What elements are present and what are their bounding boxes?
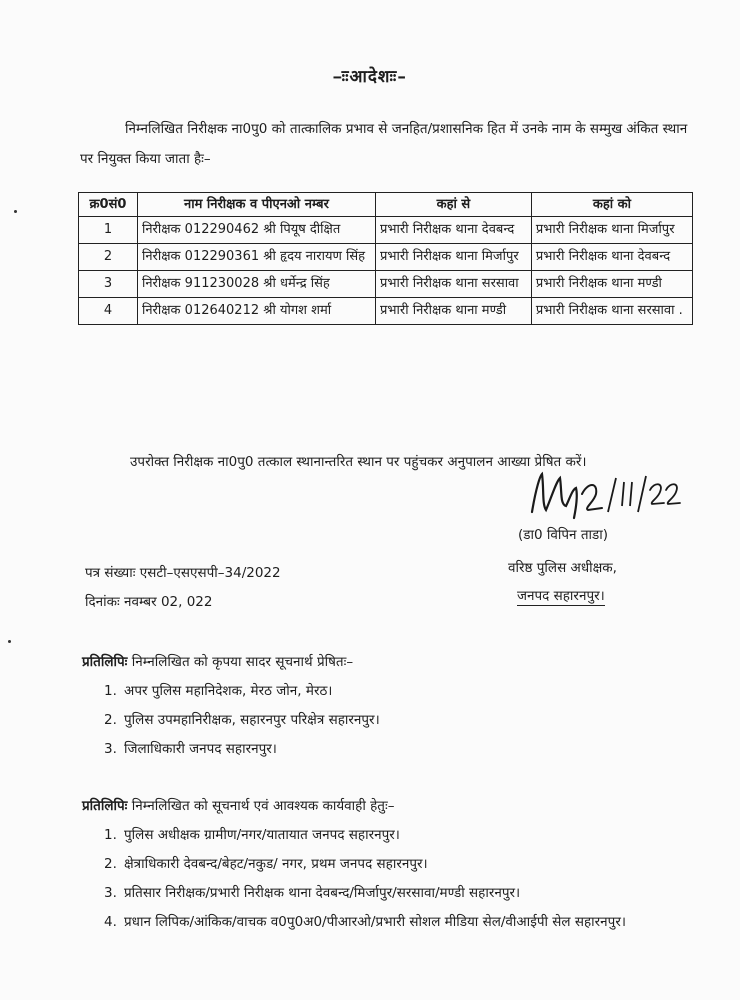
table-row xyxy=(79,217,693,244)
copy-1-list xyxy=(104,681,380,768)
header-sno: क्र0सं0 xyxy=(79,193,138,217)
cell-from: प्रभारी निरीक्षक थाना मण्डी xyxy=(375,298,531,325)
cell-to: प्रभारी निरीक्षक थाना मिर्जापुर xyxy=(531,217,692,244)
intro-text: निम्नलिखित निरीक्षक ना0पु0 को तात्कालिक प्रभाव से जनहित/प्रशासनिक हित में उनके नाम के सम्मुख अंकित स्थान पर नियुक्त किया जाता हैः– xyxy=(80,121,688,167)
compliance-note: उपरोक्त निरीक्षक ना0पु0 तत्काल स्थानान्तरित स्थान पर पहुंचकर अनुपालन आख्या प्रेषित करें। xyxy=(130,454,587,470)
list-item: 4. प्रधान लिपिक/आंकिक/वाचक व0पु0अ0/पीआरओ/प्रभारी सोशल मीडिया सेल/वीआईपी सेल सहारनपुर। xyxy=(104,914,626,930)
cell-sno: 2 xyxy=(79,244,138,271)
list-item: 3. जिलाधिकारी जनपद सहारनपुर। xyxy=(104,741,277,757)
list-item: 1. पुलिस अधीक्षक ग्रामीण/नगर/यातायात जनपद सहारनपुर। xyxy=(104,827,400,843)
cell-from: प्रभारी निरीक्षक थाना मिर्जापुर xyxy=(375,244,531,271)
cell-to: प्रभारी निरीक्षक थाना देवबन्द xyxy=(531,244,692,271)
letter-date: दिनांकः नवम्बर 02, 022 xyxy=(85,594,213,610)
officer-district: जनपद सहारनपुर। xyxy=(517,588,605,604)
copy-1-label: प्रतिलिपिः xyxy=(82,654,128,670)
copy-2-text: निम्नलिखित को सूचनार्थ एवं आवश्यक कार्यवाही हेतुः– xyxy=(131,798,395,814)
scan-speck xyxy=(8,640,11,643)
cell-name: निरीक्षक 012290361 श्री हृदय नारायण सिंह xyxy=(137,244,375,271)
cell-sno: 4 xyxy=(79,298,138,325)
transfer-table xyxy=(78,192,693,325)
scan-speck xyxy=(14,210,17,213)
cell-name: निरीक्षक 012640212 श्री योगश शर्मा xyxy=(137,298,375,325)
intro-paragraph xyxy=(80,114,695,174)
order-heading: –ःःआदेशःः– xyxy=(333,67,407,87)
copy-1-heading xyxy=(82,652,353,670)
header-name: नाम निरीक्षक व पीएनओ नम्बर xyxy=(137,193,375,217)
copy-2-list xyxy=(104,825,626,941)
cell-name: निरीक्षक 911230028 श्री धर्मेन्द्र सिंह xyxy=(137,271,375,298)
header-from: कहां से xyxy=(375,193,531,217)
cell-to: प्रभारी निरीक्षक थाना मण्डी xyxy=(531,271,692,298)
table-row xyxy=(79,244,693,271)
letter-reference: पत्र संख्याः एसटी–एसएसपी–34/2022 xyxy=(85,565,281,581)
list-item: 3. प्रतिसार निरीक्षक/प्रभारी निरीक्षक थाना देवबन्द/मिर्जापुर/सरसावा/मण्डी सहारनपुर। xyxy=(104,885,521,901)
table-row xyxy=(79,298,693,325)
cell-name: निरीक्षक 012290462 श्री पियूष दीक्षित xyxy=(137,217,375,244)
cell-sno: 3 xyxy=(79,271,138,298)
handwritten-signature xyxy=(526,468,696,524)
list-item: 2. पुलिस उपमहानिरीक्षक, सहारनपुर परिक्षेत्र सहारनपुर। xyxy=(104,712,380,728)
table-header-row xyxy=(79,193,693,217)
list-item: 1. अपर पुलिस महानिदेशक, मेरठ जोन, मेरठ। xyxy=(104,683,333,699)
header-to: कहां को xyxy=(531,193,692,217)
copy-2-label: प्रतिलिपिः xyxy=(82,798,128,814)
table-row xyxy=(79,271,693,298)
cell-to: प्रभारी निरीक्षक थाना सरसावा . xyxy=(531,298,692,325)
copy-1-text: निम्नलिखित को कृपया सादर सूचनार्थ प्रेषितः– xyxy=(131,654,354,670)
cell-from: प्रभारी निरीक्षक थाना सरसावा xyxy=(375,271,531,298)
cell-sno: 1 xyxy=(79,217,138,244)
officer-name: (डा0 विपिन ताडा) xyxy=(518,527,608,543)
copy-2-heading xyxy=(82,796,394,814)
list-item: 2. क्षेत्राधिकारी देवबन्द/बेहट/नकुड/ नगर, प्रथम जनपद सहारनपुर। xyxy=(104,856,428,872)
cell-from: प्रभारी निरीक्षक थाना देवबन्द xyxy=(375,217,531,244)
officer-designation: वरिष्ठ पुलिस अधीक्षक, xyxy=(508,560,617,576)
